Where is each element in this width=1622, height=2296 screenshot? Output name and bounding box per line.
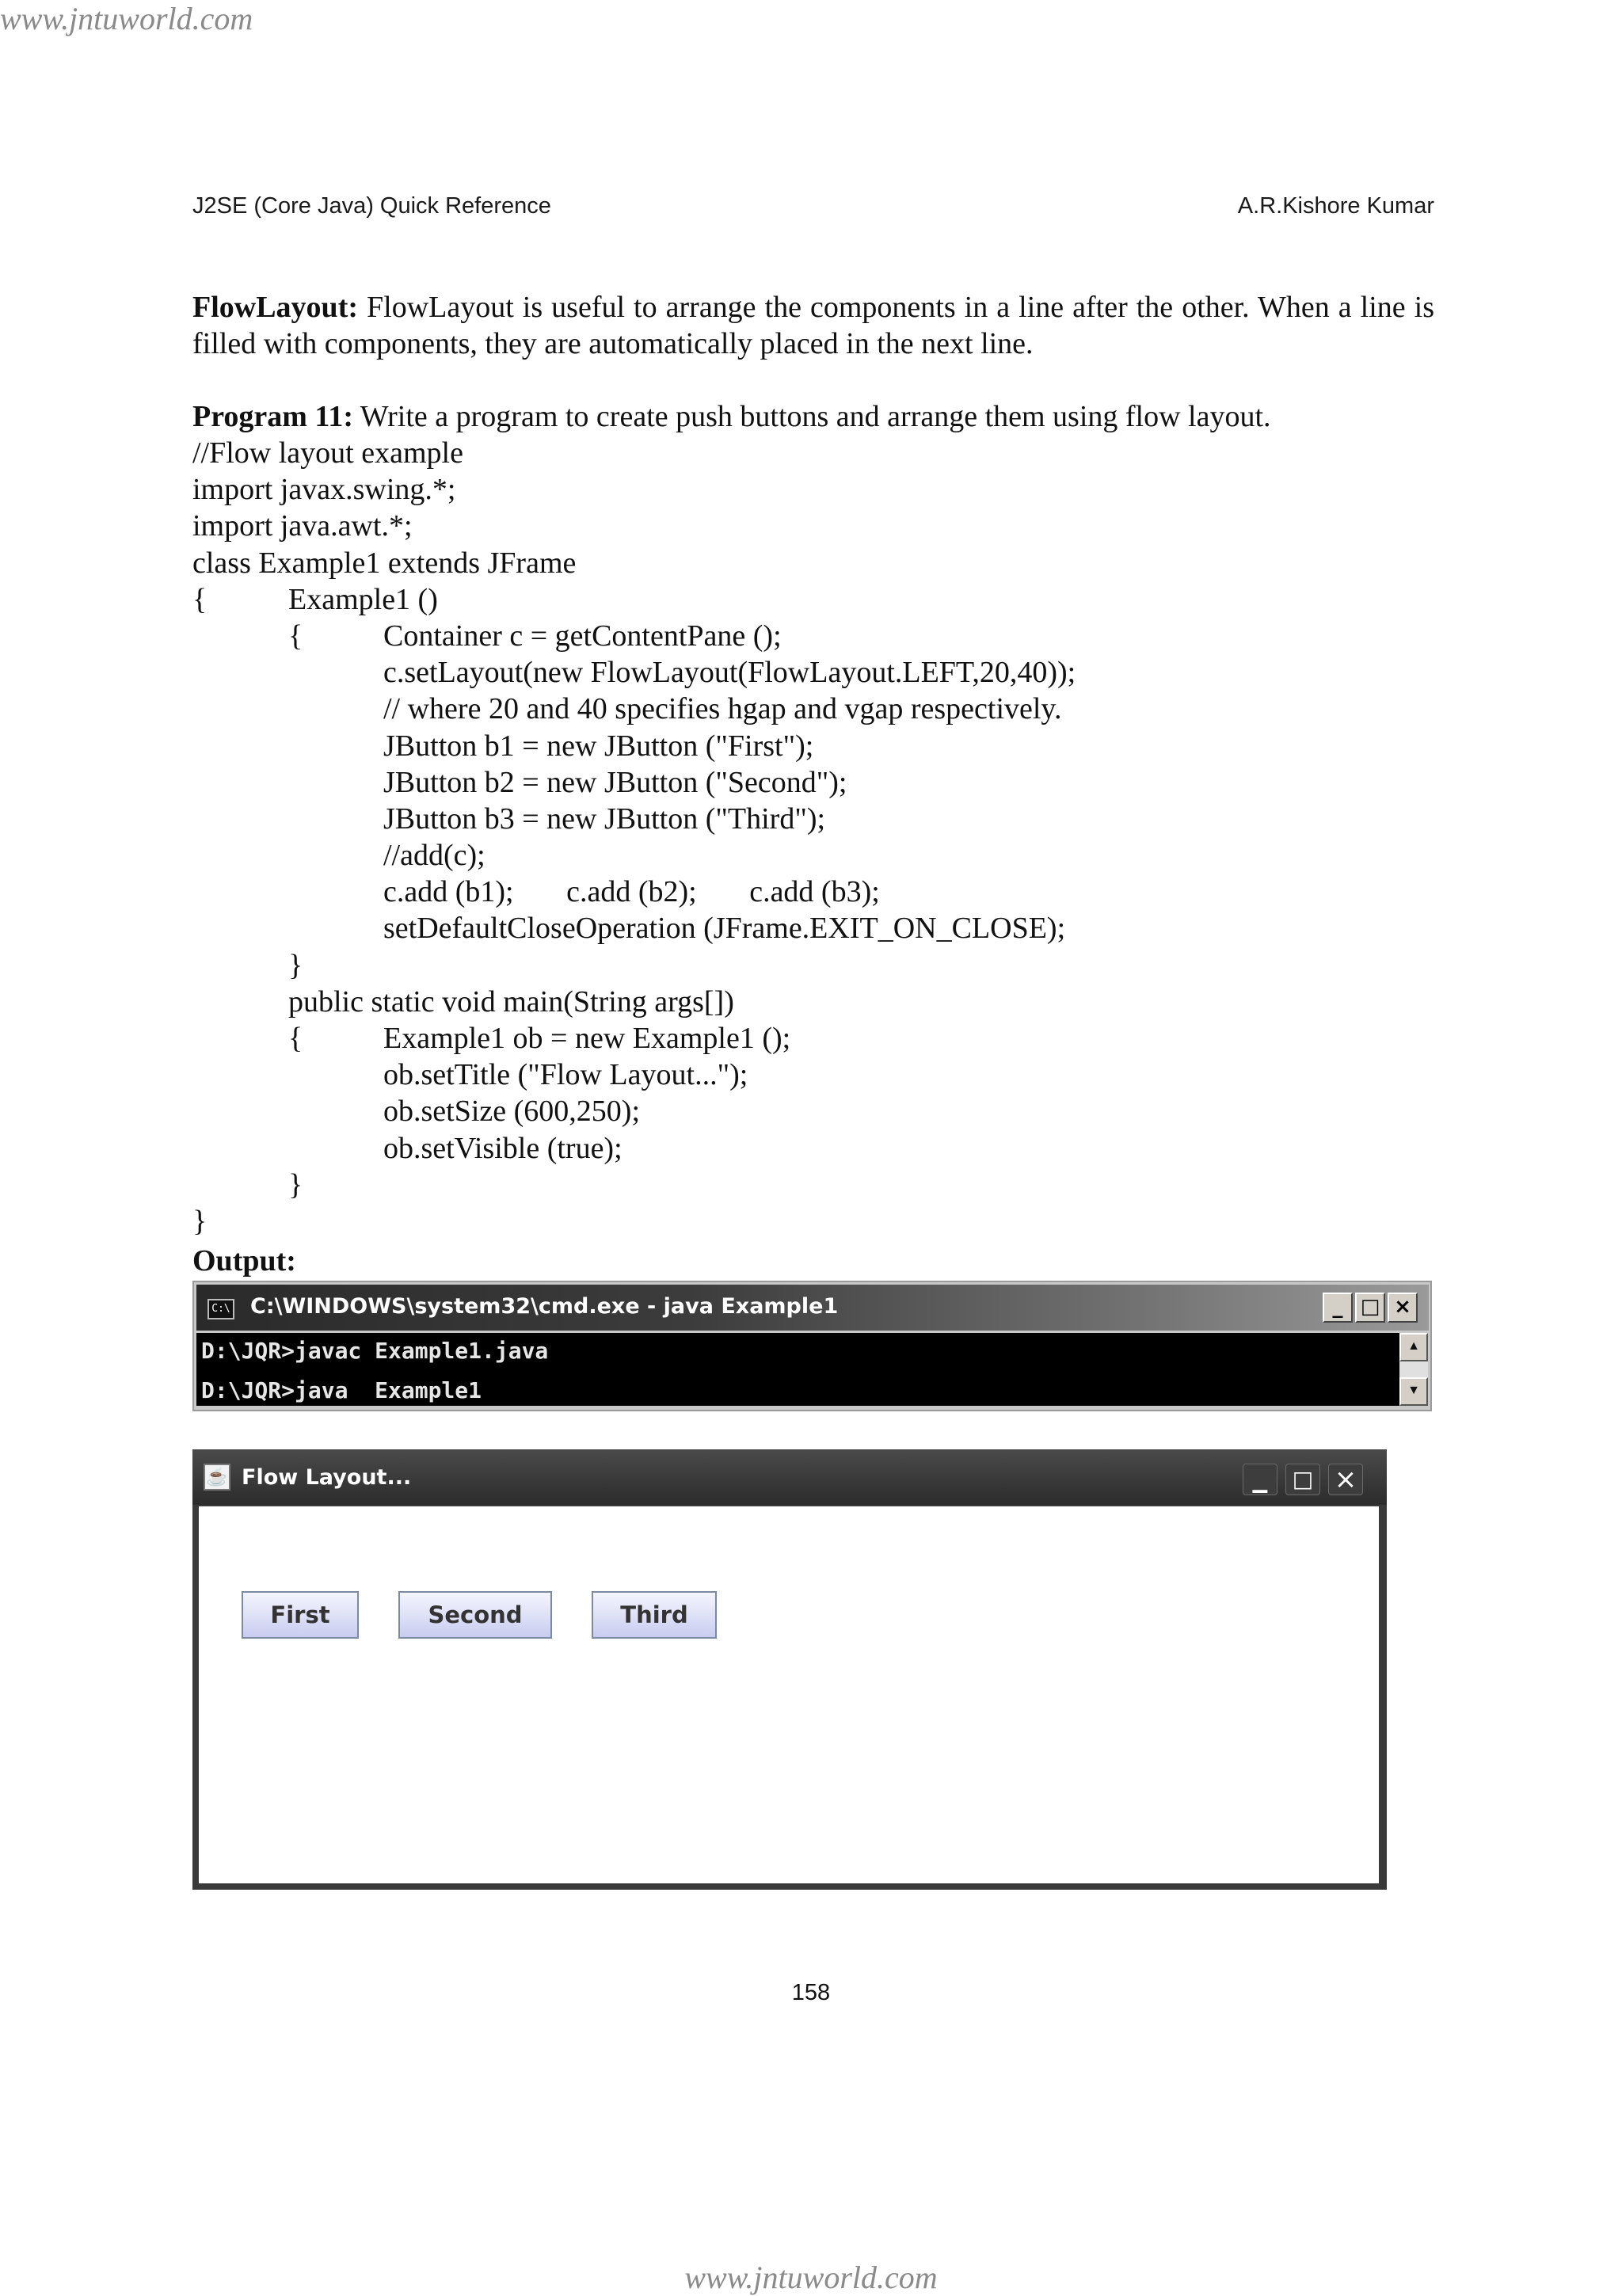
cmd-icon: C:\ — [208, 1299, 234, 1319]
code-segment: Example1 ob = new Example1 (); — [383, 1022, 791, 1055]
code-segment: //Flow layout example — [192, 436, 463, 470]
scroll-up-icon[interactable]: ▲ — [1399, 1333, 1428, 1361]
code-segment: c.setLayout(new FlowLayout(FlowLayout.LEFT,20,40)); — [383, 656, 1076, 690]
code-segment: } — [288, 948, 303, 982]
code-segment: c.add (b1); c.add (b2); c.add (b3); — [383, 875, 880, 909]
code-segment: setDefaultCloseOperation (JFrame.EXIT_ON_CLOSE); — [383, 912, 1066, 946]
intro-text: FlowLayout is useful to arrange the components in a line after the other. When a line is filled with components, they are automatically placed in the next line. — [192, 291, 1434, 360]
swing-titlebar — [192, 1449, 1387, 1505]
code-segment: { — [288, 1022, 303, 1055]
scroll-down-icon[interactable]: ▼ — [1399, 1377, 1428, 1406]
intro-paragraph — [192, 289, 1434, 362]
code-segment: { — [288, 619, 303, 653]
cmd-titlebar — [196, 1285, 1429, 1331]
third-button[interactable]: Third — [592, 1591, 717, 1639]
close-button[interactable]: × — [1388, 1293, 1418, 1323]
watermark-bottom: www.jntuworld.com — [684, 2260, 938, 2295]
maximize-button[interactable]: □ — [1355, 1293, 1385, 1323]
second-button[interactable]: Second — [398, 1591, 552, 1639]
first-button[interactable]: First — [242, 1591, 359, 1639]
code-segment: { — [192, 582, 208, 616]
swing-content-pane — [199, 1506, 1379, 1883]
minimize-button[interactable]: ▁ — [1243, 1464, 1277, 1495]
code-segment: } — [192, 1204, 208, 1238]
code-segment: public static void main(String args[]) — [288, 984, 734, 1019]
code-segment: ob.setSize (600,250); — [383, 1095, 641, 1129]
cmd-console — [196, 1333, 1400, 1406]
swing-window — [192, 1449, 1387, 1890]
code-segment: JButton b1 = new JButton ("First"); — [383, 729, 814, 763]
page-header — [192, 193, 1434, 219]
code-segment: //add(c); — [383, 839, 485, 873]
code-segment: class Example1 extends JFrame — [192, 546, 577, 580]
maximize-button[interactable]: □ — [1285, 1464, 1320, 1495]
cmd-line-2: D:\JQR>java Example1 — [201, 1377, 482, 1403]
code-segment: // where 20 and 40 specifies hgap and vgap respectively. — [383, 692, 1062, 726]
minimize-button[interactable]: _ — [1323, 1293, 1353, 1323]
swing-title: Flow Layout... — [242, 1465, 412, 1490]
program-text: Write a program to create push buttons and arrange them using flow layout. — [352, 400, 1271, 433]
page-number: 158 — [791, 1980, 831, 2005]
code-segment: JButton b2 = new JButton ("Second"); — [383, 765, 847, 799]
watermark-top: www.jntuworld.com — [0, 1, 253, 36]
header-title: J2SE (Core Java) Quick Reference — [192, 193, 551, 219]
program-label: Program 11: — [192, 400, 353, 433]
code-segment: import javax.swing.*; — [192, 473, 456, 507]
code-segment: } — [288, 1167, 303, 1201]
code-segment: import java.awt.*; — [192, 509, 413, 543]
intro-term: FlowLayout: — [192, 291, 358, 324]
cmd-window — [192, 1281, 1432, 1411]
output-label: Output: — [192, 1244, 296, 1277]
cmd-line-1: D:\JQR>javac Example1.java — [201, 1338, 549, 1364]
java-icon: ☕ — [204, 1464, 230, 1491]
close-button[interactable]: × — [1328, 1464, 1363, 1495]
code-segment: Example1 () — [288, 582, 438, 616]
code-segment: ob.setTitle ("Flow Layout..."); — [383, 1058, 748, 1092]
code-segment: ob.setVisible (true); — [383, 1131, 623, 1165]
cmd-scrollbar[interactable] — [1399, 1333, 1428, 1406]
cmd-title: C:\WINDOWS\system32\cmd.exe - java Example1 — [250, 1294, 839, 1319]
header-author: A.R.Kishore Kumar — [1237, 193, 1434, 219]
code-segment: Container c = getContentPane (); — [383, 619, 782, 653]
code-segment: JButton b3 = new JButton ("Third"); — [383, 802, 826, 836]
program-heading — [192, 398, 1434, 435]
